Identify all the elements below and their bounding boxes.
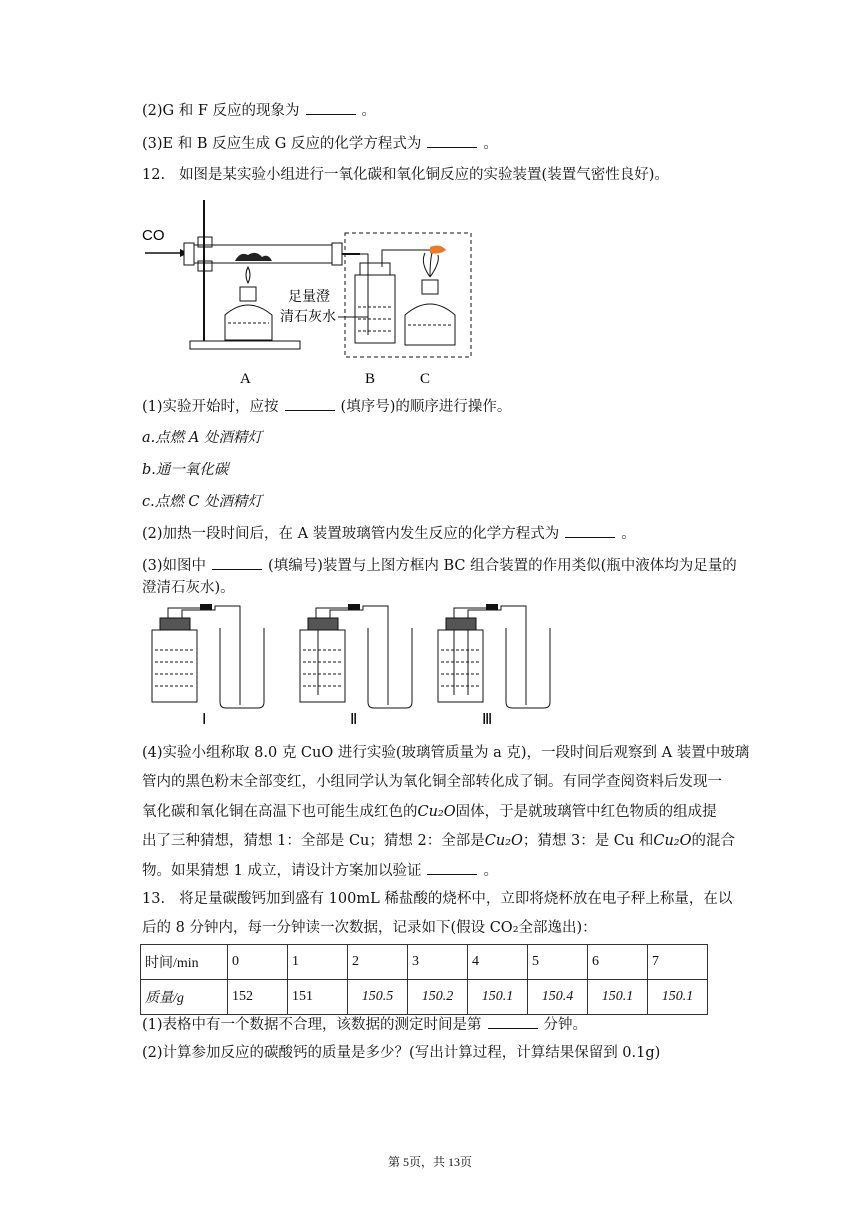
q12-part4-line5: 物。如果猜想 1 成立，请设计方案加以验证 。 — [142, 860, 498, 881]
label-c: C — [420, 371, 431, 387]
table-cell: 151 — [288, 980, 348, 1015]
option-a: a.点燃 A 处酒精灯 — [142, 430, 262, 446]
table-cell: 3 — [408, 945, 468, 980]
answer-blank[interactable] — [212, 555, 262, 570]
q13-stem: 13. 将足量碳酸钙加到盛有 100mL 稀盐酸的烧杯中，立即将烧杯放在电子秤上称量，在以 — [142, 891, 733, 907]
q12-part4-line1: (4)实验小组称取 8.0 克 CuO 进行实验(玻璃管质量为 a 克)，一段时间后观察到 A 装置中玻璃 — [142, 745, 750, 761]
table-cell: 150.5 — [348, 980, 408, 1015]
limewater-label-2: 清石灰水 — [280, 308, 336, 324]
q13-part1: (1)表格中有一个数据不合理，该数据的测定时间是第 分钟。 — [142, 1014, 587, 1035]
table-cell: 150.1 — [468, 980, 528, 1015]
answer-blank[interactable] — [565, 523, 615, 538]
q12-part4-line4: 出了三种猜想，猜想 1：全部是 Cu；猜想 2：全部是Cu₂O；猜想 3：是 Cu 和Cu₂O的混合 — [142, 833, 735, 849]
table-cell: 150.1 — [648, 980, 708, 1015]
option-b: b.通一氧化碳 — [142, 462, 229, 478]
label-ii: Ⅱ — [350, 712, 358, 728]
co-label: CO — [142, 227, 165, 244]
option-c: c.点燃 C 处酒精灯 — [142, 494, 263, 510]
q12-part3-cont: 澄清石灰水)。 — [142, 580, 235, 596]
table-cell: 6 — [588, 945, 648, 980]
label-a: A — [240, 371, 251, 387]
wash-bottle-figure — [140, 600, 565, 730]
answer-blank[interactable] — [427, 860, 477, 875]
table-row — [141, 945, 708, 980]
page-footer: 第 5页，共 13页 — [387, 1155, 472, 1169]
limewater-label-1: 足量澄 — [288, 288, 330, 304]
q11-part2: (2)G 和 F 反应的现象为 。 — [142, 100, 376, 121]
table-cell: 5 — [528, 945, 588, 980]
table-cell: 150.4 — [528, 980, 588, 1015]
table-cell: 0 — [228, 945, 288, 980]
table-cell: 150.1 — [588, 980, 648, 1015]
q12-part3: (3)如图中 (填编号)装置与上图方框内 BC 组合装置的作用类似(瓶中液体均为足量的 — [142, 555, 737, 576]
row-header: 质量/g — [141, 980, 228, 1015]
table-cell: 150.2 — [408, 980, 468, 1015]
row-header: 时间/min — [141, 945, 228, 980]
q13-stem-cont: 后的 8 分钟内，每一分钟读一次数据，记录如下(假设 CO₂全部逸出)： — [142, 920, 597, 936]
answer-blank[interactable] — [285, 396, 335, 411]
data-table — [140, 944, 708, 1015]
table-cell: 4 — [468, 945, 528, 980]
label-iii: Ⅲ — [482, 712, 493, 728]
apparatus-figure — [140, 195, 480, 390]
q12-part2: (2)加热一段时间后，在 A 装置玻璃管内发生反应的化学方程式为 。 — [142, 523, 636, 544]
answer-blank[interactable] — [427, 133, 477, 148]
table-cell: 1 — [288, 945, 348, 980]
q12-part4-line2: 管内的黑色粉末全部变红，小组同学认为氧化铜全部转化成了铜。有同学查阅资料后发现一 — [142, 774, 722, 790]
table-row — [141, 980, 708, 1015]
table-cell: 152 — [228, 980, 288, 1015]
q11-part3: (3)E 和 B 反应生成 G 反应的化学方程式为 。 — [142, 133, 498, 154]
answer-blank[interactable] — [306, 100, 356, 115]
table-cell: 7 — [648, 945, 708, 980]
apparatus-i — [152, 604, 264, 728]
q12-part4-line3: 氧化碳和氧化铜在高温下也可能生成红色的Cu₂O固体，于是就玻璃管中红色物质的组成提 — [142, 804, 717, 820]
apparatus-iii — [438, 604, 550, 728]
q12-part1: (1)实验开始时，应按 (填序号)的顺序进行操作。 — [142, 396, 511, 417]
label-b: B — [365, 371, 376, 387]
answer-blank[interactable] — [488, 1014, 538, 1029]
q13-part2: (2)计算参加反应的碳酸钙的质量是多少？(写出计算过程，计算结果保留到 0.1g) — [142, 1045, 661, 1061]
table-cell: 2 — [348, 945, 408, 980]
q12-stem: 12. 如图是某实验小组进行一氧化碳和氧化铜反应的实验装置(装置气密性良好)。 — [142, 167, 669, 183]
label-i: Ⅰ — [202, 712, 207, 728]
apparatus-ii — [300, 604, 412, 728]
